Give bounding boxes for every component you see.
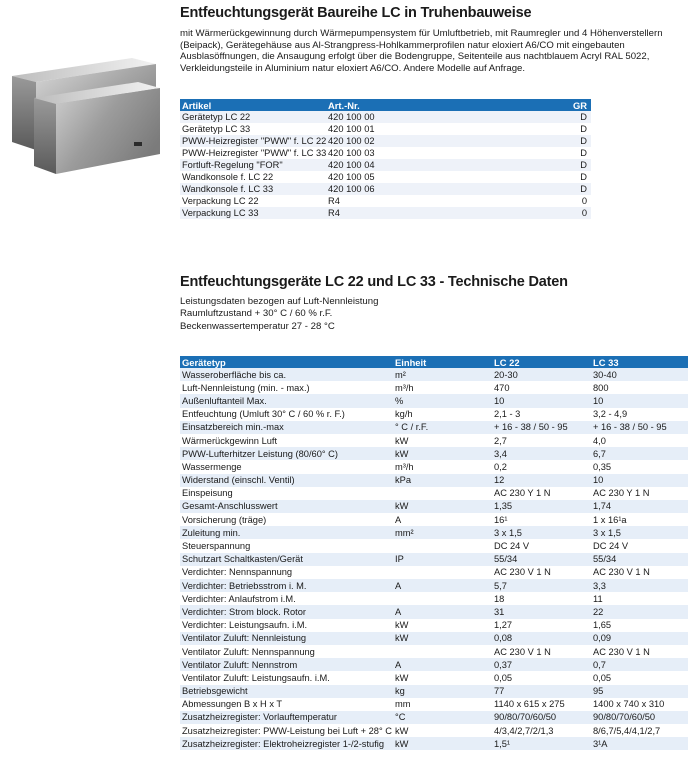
article-number: 420 100 04 — [326, 159, 402, 171]
table-row — [180, 724, 688, 737]
table-row — [180, 619, 688, 632]
header-geraetetyp: Gerätetyp — [180, 356, 393, 368]
spec-name: Widerstand (einschl. Ventil) — [180, 474, 393, 487]
spec-lc22: 2,7 — [494, 435, 507, 446]
table-row — [180, 645, 688, 658]
spec-name: Entfeuchtung (Umluft 30° C / 60 % r. F.) — [182, 409, 345, 420]
spec-unit: kPa — [393, 474, 492, 487]
spec-unit: kW — [395, 725, 409, 736]
spec-lc33: 0,09 — [591, 632, 688, 645]
article-table-header — [180, 99, 591, 111]
spec-lc33: 1,65 — [593, 620, 612, 631]
spec-lc22: 18 — [494, 593, 505, 604]
spec-lc33: 0,35 — [593, 461, 612, 472]
spec-lc33: 3,3 — [591, 579, 688, 592]
table-row — [180, 658, 688, 671]
spec-unit: kW — [393, 500, 492, 513]
header-einheit: Einheit — [393, 356, 492, 368]
spec-unit: °C — [393, 711, 492, 724]
spec-name: Einsatzbereich min.-max — [180, 421, 393, 434]
spec-name: Steuerspannung — [182, 541, 251, 552]
spec-name: Schutzart Schaltkasten/Gerät — [180, 553, 393, 566]
spec-unit — [393, 566, 492, 579]
spec-unit — [393, 645, 492, 658]
table-row — [180, 111, 591, 123]
table-row — [180, 711, 688, 724]
spec-lc33: 1,74 — [591, 500, 688, 513]
spec-lc33: 1 x 16¹a — [593, 514, 627, 525]
table-row — [180, 171, 591, 183]
table-row — [180, 159, 591, 171]
article-group: D — [580, 148, 587, 158]
spec-lc22: AC 230 V 1 N — [494, 646, 551, 657]
tech-note-line: Leistungsdaten bezogen auf Luft-Nennleistung — [180, 296, 379, 307]
article-number: 420 100 05 — [328, 172, 375, 182]
tech-table-body — [180, 368, 688, 750]
table-row — [180, 513, 688, 526]
spec-unit: kW — [395, 620, 409, 631]
spec-unit: mm² — [393, 526, 492, 539]
spec-lc33: AC 230 Y 1 N — [593, 488, 650, 499]
spec-lc22: 12 — [492, 474, 591, 487]
spec-unit: IP — [393, 553, 492, 566]
spec-lc22: DC 24 V — [494, 541, 530, 552]
spec-unit: kW — [395, 435, 409, 446]
table-row — [180, 460, 688, 473]
spec-unit: A — [395, 514, 402, 525]
spec-lc33: 95 — [591, 685, 688, 698]
spec-name: Ventilator Zuluft: Nennleistung — [180, 632, 393, 645]
spec-name: Verdichter: Anlaufstrom i.M. — [182, 593, 296, 604]
spec-name: Wärmerückgewinn Luft — [182, 435, 278, 446]
spec-unit — [393, 592, 492, 605]
spec-lc33: 55/34 — [591, 553, 688, 566]
spec-unit: kg — [393, 685, 492, 698]
table-row — [180, 123, 591, 135]
spec-name: Vorsicherung (träge) — [182, 514, 267, 525]
table-row — [180, 671, 688, 684]
spec-lc22: 1,35 — [492, 500, 591, 513]
spec-lc22: 1140 x 615 x 275 — [494, 699, 565, 710]
article-number: 420 100 06 — [326, 183, 402, 195]
spec-lc33: 0,7 — [591, 658, 688, 671]
tech-data-title: Entfeuchtungsgeräte LC 22 und LC 33 - Technische Daten — [180, 274, 568, 290]
spec-lc33: AC 230 V 1 N — [593, 646, 650, 657]
spec-lc22: 3,4 — [492, 447, 591, 460]
spec-lc33: DC 24 V — [593, 541, 629, 552]
spec-name: Ventilator Zuluft: Leistungsaufn. i.M. — [182, 672, 330, 683]
spec-unit: m² — [393, 368, 492, 381]
article-group: D — [402, 111, 591, 123]
table-row — [180, 408, 688, 421]
table-row — [180, 632, 688, 645]
table-row — [180, 421, 688, 434]
spec-lc33: AC 230 V 1 N — [593, 567, 650, 578]
spec-lc22: 10 — [492, 394, 591, 407]
header-lc33: LC 33 — [591, 356, 688, 368]
article-name: PWW-Heizregister "PWW" f. LC 33 — [182, 148, 326, 158]
spec-name: Verdichter: Betriebsstrom i. M. — [180, 579, 393, 592]
spec-lc33: 0,05 — [593, 672, 612, 683]
spec-lc33: 90/80/70/60/50 — [591, 711, 688, 724]
spec-lc22: 16¹ — [494, 514, 508, 525]
tech-data-section — [180, 274, 692, 333]
spec-lc22: 2,1 - 3 — [494, 409, 521, 420]
spec-unit: ° C / r.F. — [393, 421, 492, 434]
article-name: Verpackung LC 33 — [180, 207, 326, 219]
spec-name: Ventilator Zuluft: Nennstrom — [180, 658, 393, 671]
spec-name: Betriebsgewicht — [180, 685, 393, 698]
article-number: 420 100 01 — [328, 124, 375, 134]
spec-lc33: + 16 - 38 / 50 - 95 — [591, 421, 688, 434]
article-name: Verpackung LC 22 — [182, 196, 259, 206]
spec-name: Zuleitung min. — [180, 526, 393, 539]
spec-lc22: 1,5¹ — [492, 737, 591, 750]
article-number: R4 — [326, 207, 402, 219]
article-number: 420 100 00 — [326, 111, 402, 123]
table-row — [180, 207, 591, 219]
article-name: Gerätetyp LC 33 — [182, 124, 251, 134]
spec-unit: A — [393, 658, 492, 671]
spec-lc33: 8/6,7/5,4/4,1/2,7 — [593, 725, 661, 736]
article-group: D — [580, 172, 587, 182]
article-group: D — [402, 159, 591, 171]
article-name: PWW-Heizregister "PWW" f. LC 22 — [182, 136, 326, 146]
table-row — [180, 381, 688, 394]
header-gr: GR — [402, 99, 591, 111]
table-row — [180, 698, 688, 711]
spec-unit: kW — [393, 447, 492, 460]
spec-lc22: 20-30 — [492, 368, 591, 381]
spec-lc22: 0,05 — [494, 672, 513, 683]
spec-lc22: 1,27 — [494, 620, 513, 631]
product-label-icon — [134, 142, 142, 146]
spec-name: Gesamt-Anschlusswert — [180, 500, 393, 513]
spec-name: Wassermenge — [182, 461, 242, 472]
spec-lc33: 22 — [591, 605, 688, 618]
spec-name: PWW-Lufterhitzer Leistung (80/60° C) — [180, 447, 393, 460]
table-row — [180, 605, 688, 618]
spec-lc33: 11 — [593, 593, 603, 604]
spec-unit: m³/h — [395, 461, 414, 472]
spec-lc22: + 16 - 38 / 50 - 95 — [492, 421, 591, 434]
article-group: 0 — [581, 196, 587, 206]
table-row — [180, 566, 688, 579]
table-row — [180, 183, 591, 195]
article-name: Wandkonsole f. LC 33 — [180, 183, 326, 195]
table-row — [180, 685, 688, 698]
spec-lc33: 800 — [593, 382, 609, 393]
spec-name: Ventilator Zuluft: Nennspannung — [182, 646, 315, 657]
spec-name: Verdichter: Strom block. Rotor — [180, 605, 393, 618]
table-row — [180, 526, 688, 539]
header-art-nr: Art.-Nr. — [326, 99, 402, 111]
product-section — [180, 5, 692, 74]
spec-lc22: 470 — [494, 382, 510, 393]
spec-name: Verdichter: Nennspannung — [182, 567, 293, 578]
spec-lc33: 10 — [591, 474, 688, 487]
table-row — [180, 487, 688, 500]
spec-lc33: 30-40 — [591, 368, 688, 381]
article-group: D — [402, 183, 591, 195]
article-group: D — [402, 135, 591, 147]
product-title: Entfeuchtungsgerät Baureihe LC in Truhenbauweise — [180, 5, 532, 21]
table-row — [180, 474, 688, 487]
spec-lc22: 5,7 — [492, 579, 591, 592]
table-row — [180, 434, 688, 447]
article-table — [180, 99, 591, 219]
spec-unit: % — [393, 394, 492, 407]
product-description: mit Wärmerückgewinnung durch Wärmepumpensystem für Umluftbetrieb, mit Raumregler und 4 Höhenverstellern (Beipack), Gerätegehäuse aus Al-Strangpress-Hohlkammerprofilen natur eloxiert A6/CO mit eingebauten Ausblasöffnungen, die Ansaugung erfolgt über die Bodengruppe, Seitenteile aus nachtblauem Acryl RAL 5022, Verkleidungsteile in Aluminium natur eloxiert A6/CO. Andere Modelle auf Anfrage. — [180, 28, 663, 74]
spec-name: Luft-Nennleistung (min. - max.) — [182, 382, 310, 393]
table-row — [180, 368, 688, 381]
spec-name: Abmessungen B x H x T — [182, 699, 283, 710]
tech-note-line: Raumluftzustand + 30° C / 60 % r.F. — [180, 308, 333, 320]
article-number: R4 — [328, 196, 340, 206]
article-group: 0 — [402, 207, 591, 219]
spec-unit: A — [393, 605, 492, 618]
header-artikel: Artikel — [180, 99, 326, 111]
table-row — [180, 553, 688, 566]
spec-name: Zusatzheizregister: PWW-Leistung bei Luft + 28° C — [182, 725, 392, 736]
spec-unit: kg/h — [395, 409, 413, 420]
table-row — [180, 135, 591, 147]
spec-lc22: 55/34 — [492, 553, 591, 566]
table-row — [180, 579, 688, 592]
spec-unit: A — [393, 579, 492, 592]
spec-lc33: 10 — [591, 394, 688, 407]
table-row — [180, 737, 688, 750]
table-row — [180, 500, 688, 513]
spec-lc22: AC 230 Y 1 N — [494, 488, 551, 499]
spec-name: Zusatzheizregister: Vorlauftemperatur — [180, 711, 393, 724]
spec-lc22: 3 x 1,5 — [492, 526, 591, 539]
spec-lc22: 31 — [492, 605, 591, 618]
tech-data-table — [180, 356, 688, 750]
spec-lc22: 90/80/70/60/50 — [492, 711, 591, 724]
spec-lc33: 3,2 - 4,9 — [593, 409, 628, 420]
spec-unit — [393, 539, 492, 552]
article-group: D — [580, 124, 587, 134]
article-name: Gerätetyp LC 22 — [180, 111, 326, 123]
spec-lc22: 77 — [492, 685, 591, 698]
spec-unit: kW — [395, 672, 409, 683]
spec-lc22: 0,2 — [494, 461, 507, 472]
spec-unit: m³/h — [395, 382, 414, 393]
spec-lc22: 0,37 — [492, 658, 591, 671]
spec-unit: kW — [393, 632, 492, 645]
table-row — [180, 592, 688, 605]
article-number: 420 100 02 — [326, 135, 402, 147]
table-row — [180, 147, 591, 159]
spec-name: Einspeisung — [182, 488, 233, 499]
article-name: Fortluft-Regelung "FOR" — [180, 159, 326, 171]
table-row — [180, 394, 688, 407]
article-number: 420 100 03 — [328, 148, 375, 158]
table-row — [180, 195, 591, 207]
tech-data-notes — [180, 296, 692, 333]
spec-lc33: 1400 x 740 x 310 — [593, 699, 665, 710]
spec-lc33: 4,0 — [593, 435, 606, 446]
tech-table-header — [180, 356, 688, 368]
spec-lc33: 6,7 — [591, 447, 688, 460]
dehumidifier-product-image — [4, 54, 164, 178]
spec-lc33: 3 x 1,5 — [591, 526, 688, 539]
spec-lc22: AC 230 V 1 N — [494, 567, 551, 578]
spec-lc33: 3¹A — [591, 737, 688, 750]
table-row — [180, 539, 688, 552]
header-lc22: LC 22 — [492, 356, 591, 368]
spec-unit: mm — [395, 699, 411, 710]
tech-note-line: Beckenwassertemperatur 27 - 28 °C — [180, 320, 335, 332]
spec-name: Verdichter: Leistungsaufn. i.M. — [182, 620, 308, 631]
spec-name: Zusatzheizregister: Elektroheizregister 1-/2-stufig — [180, 737, 393, 750]
spec-name: Wasseroberfläche bis ca. — [180, 368, 393, 381]
article-name: Wandkonsole f. LC 22 — [182, 172, 274, 182]
spec-lc22: 0,08 — [492, 632, 591, 645]
spec-unit — [393, 487, 492, 500]
spec-unit: kW — [393, 737, 492, 750]
spec-name: Außenluftanteil Max. — [180, 394, 393, 407]
spec-lc22: 4/3,4/2,7/2/1,3 — [494, 725, 554, 736]
table-row — [180, 447, 688, 460]
